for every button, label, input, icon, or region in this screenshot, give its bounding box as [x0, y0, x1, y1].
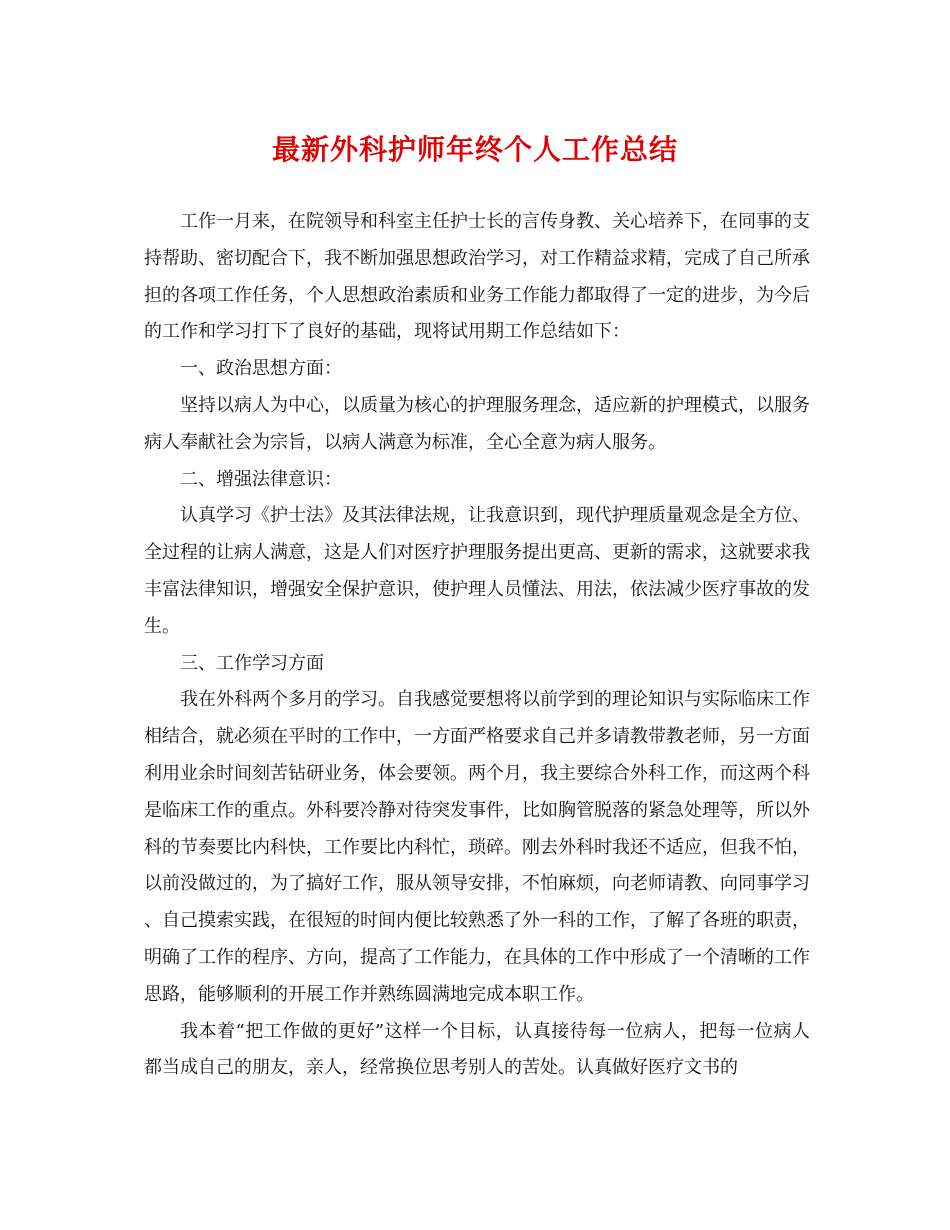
paragraph-work-study: 我在外科两个多月的学习。自我感觉要想将以前学到的理论知识与实际临床工作相结合，就必须在平时的工作中，一方面严格要求自己并多请教带教老师，另一方面利用业余时间刻苦钻研业务，体会要领。两个月，我主要综合外科工作，而这两个科是临床工作的重点。外科要冷静对待突发事件，比如胸管脱落的紧急处理等，所以外科的节奏要比内科快，工作要比内科忙，琐碎。刚去外科时我还不适应，但我不怕，以前没做过的，为了搞好工作，服从领导安排，不怕麻烦，向老师请教、向同事学习、自己摸索实践，在很短的时间内便比较熟悉了外一科的工作，了解了各班的职责，明确了工作的程序、方向，提高了工作能力，在具体的工作中形成了一个清晰的工作思路，能够顺利的开展工作并熟练圆满地完成本职工作。 — [144, 689, 810, 1005]
section-heading-work-study: 三、工作学习方面 — [180, 652, 324, 674]
paragraph-political: 坚持以病人为中心，以质量为核心的护理服务理念，适应新的护理模式，以服务病人奉献社会为宗旨，以病人满意为标准，全心全意为病人服务。 — [144, 394, 810, 453]
paragraph-intro: 工作一月来，在院领导和科室主任护士长的言传身教、关心培养下，在同事的支持帮助、密切配合下，我不断加强思想政治学习，对工作精益求精，完成了自己所承担的各项工作任务，个人思想政治素质和业务工作能力都取得了一定的进步，为今后的工作和学习打下了良好的基础，现将试用期工作总结如下： — [144, 211, 810, 343]
section-heading-political: 一、政治思想方面： — [180, 358, 342, 380]
paragraph-legal: 认真学习《护士法》及其法律法规，让我意识到，现代护理质量观念是全方位、全过程的让病人满意，这是人们对医疗护理服务提出更高、更新的需求，这就要求我丰富法律知识，增强安全保护意识，使护理人员懂法、用法，依法减少医疗事故的发生。 — [144, 505, 810, 637]
document-body — [144, 204, 810, 1087]
section-heading-legal: 二、增强法律意识： — [180, 468, 342, 490]
paragraph-goal: 我本着“把工作做的更好”这样一个目标，认真接待每一位病人，把每一位病人都当成自己的朋友，亲人，经常换位思考别人的苦处。认真做好医疗文书的 — [144, 1020, 810, 1079]
document-title: 最新外科护师年终个人工作总结 — [271, 133, 678, 166]
